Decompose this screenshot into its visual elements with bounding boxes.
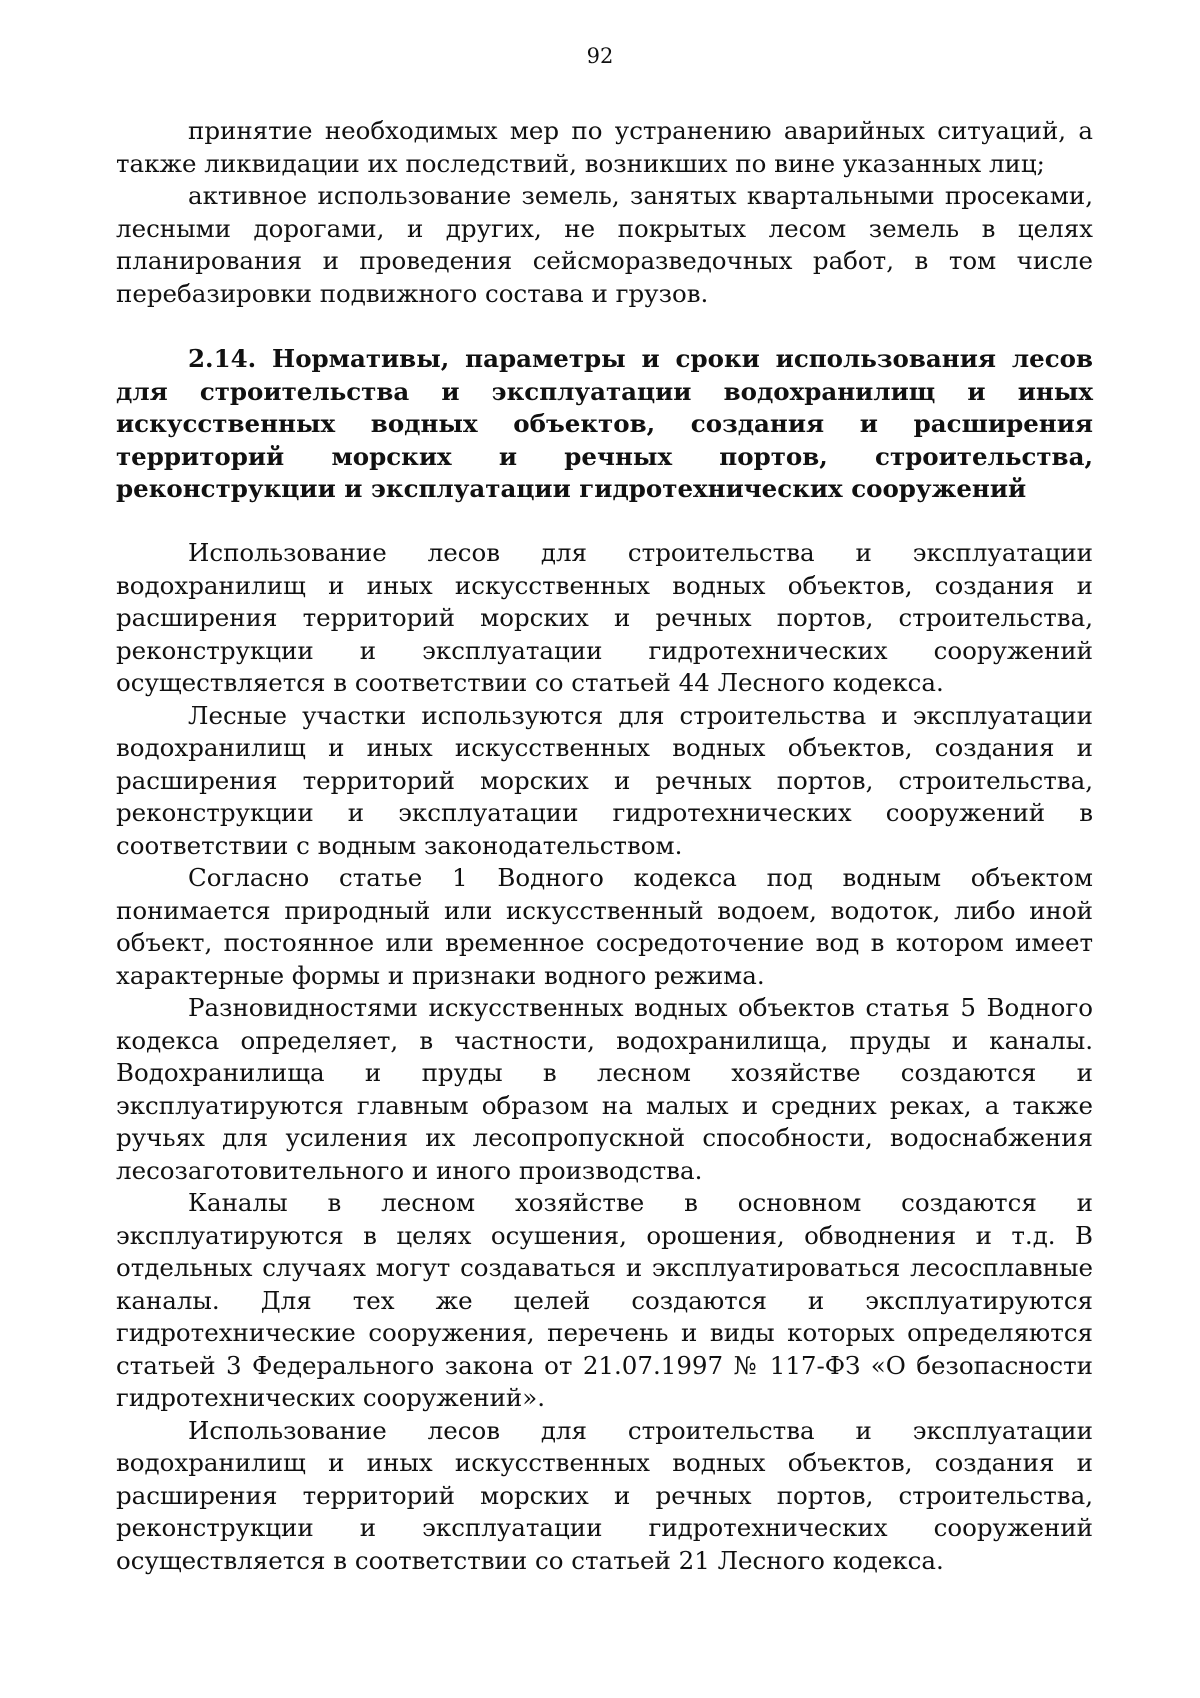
intro-paragraph: активное использование земель, занятых квартальными просеками, лесными дорогами, и других, не покрытых лесом земель в целях планирования и проведения сейсморазведочных работ, в том числе перебазировки подвижного состава и грузов. <box>116 181 1093 308</box>
section-heading: 2.14. Нормативы, параметры и сроки использования лесов для строительства и эксплуатации водохранилищ и иных искусственных водных объектов, создания и расширения территорий морских и речных портов, строительства, реконструкции и эксплуатации гидротехнических сооружений <box>116 344 1093 503</box>
body-paragraph: Разновидностями искусственных водных объектов статья 5 Водного кодекса определяет, в частности, водохранилища, пруды и каналы. Водохранилища и пруды в лесном хозяйстве создаются и эксплуатируются главным образом на малых и средних реках, а также ручьях для усиления их лесопропускной способности, водоснабжения лесозаготовительного и иного производства. <box>116 993 1093 1185</box>
body-paragraph: Каналы в лесном хозяйстве в основном создаются и эксплуатируются в целях осушения, орошения, обводнения и т.д. В отдельных случаях могут создаваться и эксплуатироваться лесосплавные каналы. Для тех же целей создаются и эксплуатируются гидротехнические сооружения, перечень и виды которых определяются статьей 3 Федерального закона от 21.07.1997 № 117-ФЗ «О безопасности гидротехнических сооружений». <box>116 1188 1093 1412</box>
intro-text-block <box>116 115 1093 310</box>
body-paragraph: Согласно статье 1 Водного кодекса под водным объектом понимается природный или искусственный водоем, водоток, либо иной объект, постоянное или временное сосредоточение вод в котором имеет характерные формы и признаки водного режима. <box>116 863 1093 990</box>
section-body <box>116 537 1093 1577</box>
section-heading-block <box>116 343 1093 506</box>
intro-paragraph: принятие необходимых мер по устранению аварийных ситуаций, а также ликвидации их последствий, возникших по вине указанных лиц; <box>116 116 1093 178</box>
page-number: 92 <box>586 44 614 68</box>
body-paragraph: Использование лесов для строительства и эксплуатации водохранилищ и иных искусственных водных объектов, создания и расширения территорий морских и речных портов, строительства, реконструкции и эксплуатации гидротехнических сооружений осуществляется в соответствии со статьей 21 Лесного кодекса. <box>116 1415 1093 1575</box>
body-paragraph: Лесные участки используются для строительства и эксплуатации водохранилищ и иных искусственных водных объектов, создания и расширения территорий морских и речных портов, строительства, реконструкции и эксплуатации гидротехнических сооружений в соответствии с водным законодательством. <box>116 700 1093 860</box>
body-paragraph: Использование лесов для строительства и эксплуатации водохранилищ и иных искусственных водных объектов, создания и расширения территорий морских и речных портов, строительства, реконструкции и эксплуатации гидротехнических сооружений осуществляется в соответствии со статьей 44 Лесного кодекса. <box>116 538 1093 697</box>
